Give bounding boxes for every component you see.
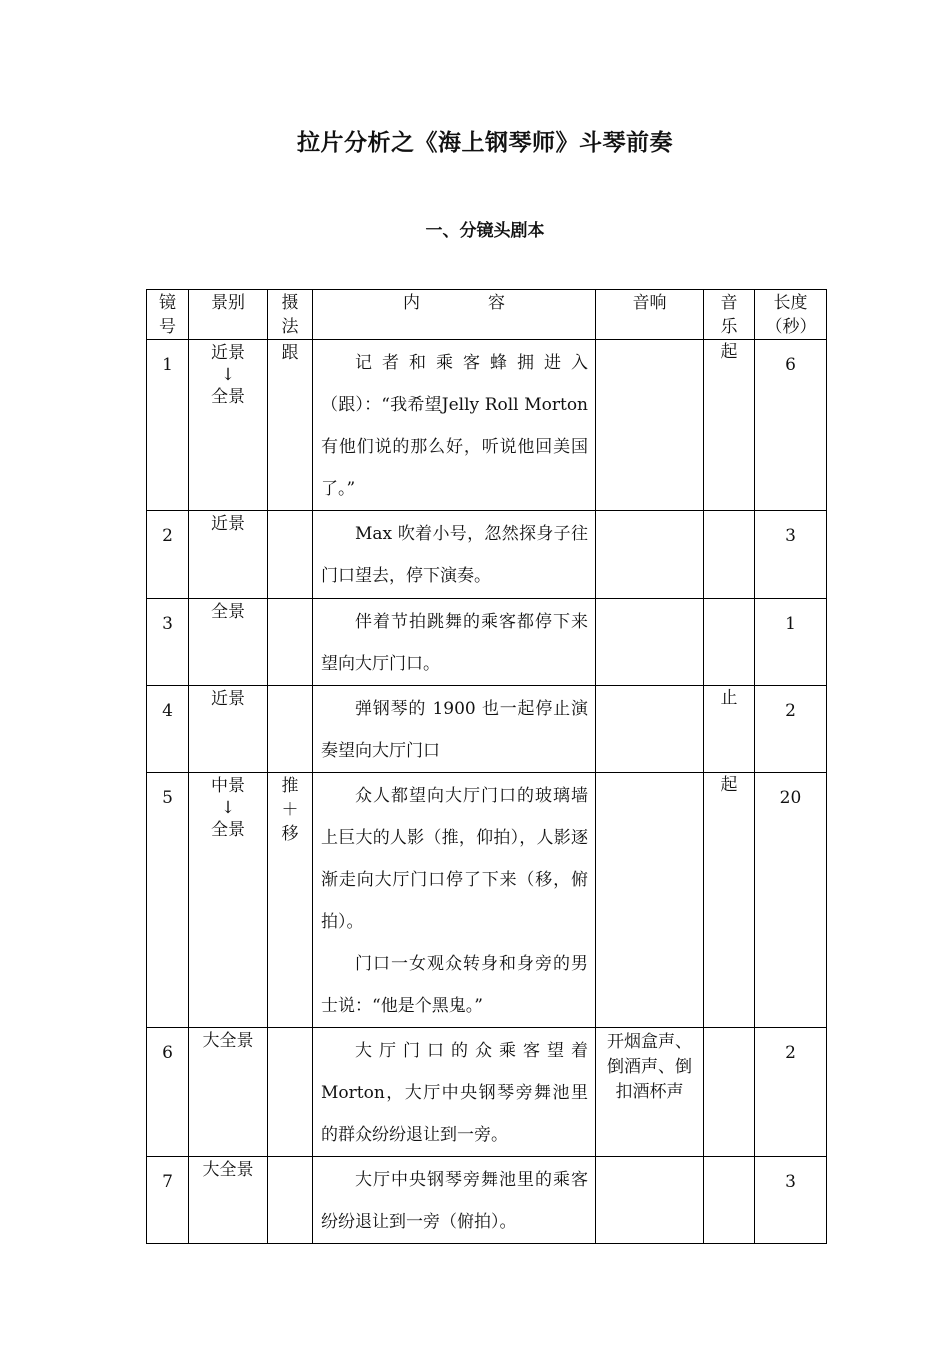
content-cell (313, 773, 596, 1028)
content-paragraph: 伴着节拍跳舞的乘客都停下来望向大厅门口。 (321, 612, 588, 674)
shot-number: 4 (162, 701, 173, 721)
camera-move (268, 599, 312, 600)
camera-move-line: 推 (281, 776, 299, 796)
shot-number-cell (147, 1028, 189, 1157)
content-paragraph: 大厅中央钢琴旁舞池里的乘客纷纷退让到一旁（俯拍）。 (321, 1170, 588, 1232)
content-cell (313, 686, 596, 773)
table-row (147, 511, 827, 599)
table-row (147, 773, 827, 1028)
sound-cell (596, 511, 704, 599)
content-paragraph: 记者和乘客蜂拥进入（跟）：“我希望Jelly Roll Morton有他们说的那么好，听说他回美国了。” (321, 353, 588, 499)
length-cell (755, 511, 827, 599)
header-camera-move: 摄法 (268, 290, 313, 340)
shot-script-table (146, 289, 827, 1244)
shot-size (189, 1157, 267, 1182)
sound-cell (596, 1028, 704, 1157)
shot-size-from: 大全景 (202, 1031, 254, 1051)
shot-size-from: 近景 (211, 343, 245, 363)
shot-size-cell (189, 599, 268, 686)
camera-move (268, 340, 312, 365)
shot-size (189, 599, 267, 624)
shot-length: 6 (785, 355, 796, 375)
camera-move (268, 1028, 312, 1029)
shot-length: 3 (785, 1172, 796, 1192)
table-header-row (147, 290, 827, 340)
sound-effects (596, 599, 703, 601)
sound-effects (596, 511, 703, 513)
content-cell (313, 511, 596, 599)
music-cue: 起 (720, 775, 738, 795)
shot-number-cell (147, 773, 189, 1028)
content-cell (313, 340, 596, 511)
header-shot-size: 景别 (189, 290, 268, 340)
shot-length: 1 (785, 614, 796, 634)
shot-size-to: 全景 (211, 387, 245, 407)
header-length: 长度（秒） (755, 290, 827, 340)
shot-length: 2 (785, 701, 796, 721)
sound-effects (596, 1157, 703, 1159)
shot-size-cell (189, 686, 268, 773)
shot-size-cell (189, 1028, 268, 1157)
content-paragraph: 门口一女观众转身和身旁的男士说：“他是个黑鬼。” (321, 954, 588, 1016)
sound-cell (596, 340, 704, 511)
length-cell (755, 1028, 827, 1157)
shot-size-from: 大全景 (202, 1160, 254, 1180)
table-row (147, 599, 827, 686)
camera-move-cell (268, 340, 313, 511)
shot-number: 6 (162, 1043, 173, 1063)
shot-size-from: 近景 (211, 689, 245, 709)
camera-move (268, 686, 312, 687)
shot-size-from: 近景 (211, 514, 245, 534)
music-cell (704, 511, 755, 599)
content-cell (313, 1028, 596, 1157)
sound-cell (596, 599, 704, 686)
content-cell (313, 599, 596, 686)
camera-move (268, 511, 312, 512)
length-cell (755, 599, 827, 686)
length-cell (755, 340, 827, 511)
music-cell (704, 599, 755, 686)
shot-length: 2 (785, 1043, 796, 1063)
shot-number-cell (147, 511, 189, 599)
shot-length: 20 (779, 788, 802, 808)
music-cell (704, 773, 755, 1028)
camera-move (268, 1157, 312, 1158)
table-row (147, 340, 827, 511)
music-cell (704, 340, 755, 511)
sound-effects (596, 773, 703, 775)
down-arrow-icon: ↓ (220, 798, 236, 818)
shot-size (189, 686, 267, 711)
camera-move-line: ＋ (281, 800, 299, 820)
music-cue: 止 (720, 688, 738, 708)
sound-cell (596, 773, 704, 1028)
content-paragraph: 众人都望向大厅门口的玻璃墙上巨大的人影（推，仰拍），人影逐渐走向大厅门口停了下来（移，俯拍）。 (321, 786, 588, 932)
shot-size (189, 340, 267, 409)
camera-move-cell (268, 1028, 313, 1157)
shot-number-cell (147, 686, 189, 773)
header-sound: 音响 (596, 290, 704, 340)
table-row (147, 686, 827, 773)
shot-number: 2 (162, 526, 173, 546)
section-heading: 一、分镜头剧本 (425, 221, 545, 241)
content-cell (313, 1157, 596, 1244)
header-shot-number: 镜号 (147, 290, 189, 340)
down-arrow-icon: ↓ (220, 365, 236, 385)
shot-number: 1 (162, 355, 173, 375)
shot-size (189, 1028, 267, 1053)
shot-size (189, 773, 267, 842)
shot-size-from: 中景 (211, 776, 245, 796)
table-row (147, 1028, 827, 1157)
camera-move-text: 跟 (281, 343, 299, 363)
shot-size (189, 511, 267, 536)
sound-effects (596, 686, 703, 688)
header-content: 内 容 (313, 290, 596, 340)
shot-number: 5 (162, 788, 173, 808)
table-row (147, 1157, 827, 1244)
sound-cell (596, 686, 704, 773)
camera-move-cell (268, 1157, 313, 1244)
shot-size-cell (189, 511, 268, 599)
length-cell (755, 686, 827, 773)
camera-move-line: 移 (281, 824, 299, 844)
camera-move-cell (268, 686, 313, 773)
shot-number-cell (147, 599, 189, 686)
camera-move-cell (268, 511, 313, 599)
shot-length: 3 (785, 526, 796, 546)
shot-number: 3 (162, 614, 173, 634)
length-cell (755, 1157, 827, 1244)
music-cell (704, 1157, 755, 1244)
shot-number: 7 (162, 1172, 173, 1192)
sound-cell (596, 1157, 704, 1244)
header-music: 音乐 (704, 290, 755, 340)
shot-size-cell (189, 1157, 268, 1244)
sound-effects: 开烟盒声、倒酒声、倒扣酒杯声 (607, 1032, 692, 1102)
music-cell (704, 686, 755, 773)
camera-move-cell (268, 773, 313, 1028)
shot-size-from: 全景 (211, 602, 245, 622)
content-paragraph: 弹钢琴的 1900 也一起停止演奏望向大厅门口 (321, 699, 588, 761)
shot-size-to: 全景 (211, 820, 245, 840)
camera-move (268, 773, 312, 846)
shot-number-cell (147, 1157, 189, 1244)
content-paragraph: Max 吹着小号，忽然探身子往门口望去，停下演奏。 (321, 524, 588, 586)
length-cell (755, 773, 827, 1028)
shot-size-cell (189, 773, 268, 1028)
content-paragraph: 大厅门口的众乘客望着Morton，大厅中央钢琴旁舞池里的群众纷纷退让到一旁。 (321, 1041, 588, 1145)
camera-move-cell (268, 599, 313, 686)
shot-number-cell (147, 340, 189, 511)
music-cue: 起 (720, 342, 738, 362)
shot-size-cell (189, 340, 268, 511)
music-cell (704, 1028, 755, 1157)
document-title: 拉片分析之《海上钢琴师》斗琴前奏 (297, 129, 673, 156)
sound-effects (596, 340, 703, 342)
